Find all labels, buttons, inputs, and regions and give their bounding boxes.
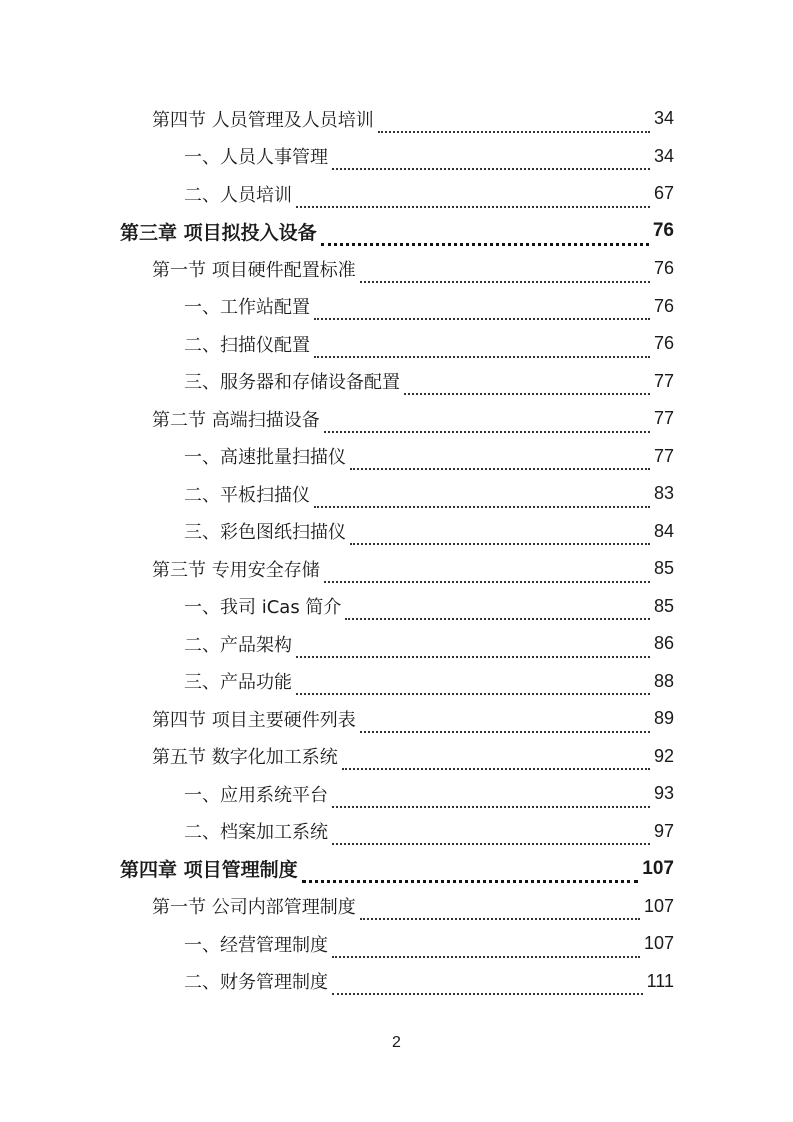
toc-entry-page: 86: [653, 633, 674, 654]
toc-entry-page: 107: [642, 857, 674, 879]
dot-leader: [360, 898, 640, 920]
toc-entry-section[interactable]: [120, 888, 674, 926]
toc-entry-page: 77: [653, 408, 674, 429]
dot-leader: [314, 486, 650, 508]
toc-entry-label: 三、彩色图纸扫描仪: [184, 518, 348, 544]
toc-entry-page: 76: [652, 220, 674, 242]
dot-leader: [345, 598, 650, 620]
toc-entry-subsection[interactable]: [120, 138, 674, 176]
toc-entry-page: 93: [653, 783, 674, 804]
toc-entry-page: 107: [643, 933, 674, 954]
toc-entry-label: 二、平板扫描仪: [184, 481, 312, 507]
toc-entry-subsection[interactable]: [120, 513, 674, 551]
toc-entry-page: 34: [653, 145, 674, 166]
dot-leader: [360, 711, 650, 733]
toc-entry-page: 76: [653, 295, 674, 316]
toc-entry-subsection[interactable]: [120, 625, 674, 663]
toc-entry-subsection[interactable]: [120, 438, 674, 476]
toc-entry-label: 第一节 公司内部管理制度: [152, 893, 358, 919]
toc-entry-subsection[interactable]: [120, 588, 674, 626]
toc-entry-section[interactable]: [120, 100, 674, 138]
toc-entry-page: 107: [643, 895, 674, 916]
dot-leader: [332, 786, 650, 808]
toc-entry-label: 一、应用系统平台: [184, 781, 330, 807]
dot-leader: [296, 636, 650, 658]
toc-entry-section[interactable]: [120, 400, 674, 438]
toc-entry-page: 76: [653, 258, 674, 279]
toc-entry-label: 二、人员培训: [184, 181, 294, 207]
toc-entry-page: 85: [653, 558, 674, 579]
toc-entry-label: 第一节 项目硬件配置标准: [152, 256, 358, 282]
toc-entry-page: 89: [653, 708, 674, 729]
toc-entry-page: 34: [653, 108, 674, 129]
dot-leader: [342, 748, 650, 770]
toc-entry-section[interactable]: [120, 550, 674, 588]
toc-entry-label: 一、经营管理制度: [184, 931, 330, 957]
toc-entry-label: 第四节 项目主要硬件列表: [152, 706, 358, 732]
toc-entry-subsection[interactable]: [120, 475, 674, 513]
toc-entry-label: 第二节 高端扫描设备: [152, 406, 322, 432]
dot-leader: [332, 936, 640, 958]
dot-leader: [314, 298, 650, 320]
toc-entry-page: 83: [653, 483, 674, 504]
toc-entry-page: 111: [646, 970, 674, 991]
toc-entry-chapter[interactable]: [120, 850, 674, 888]
dot-leader: [332, 823, 650, 845]
toc-entry-label: 一、人员人事管理: [184, 143, 330, 169]
dot-leader: [296, 186, 650, 208]
table-of-contents: [120, 100, 674, 1000]
dot-leader: [404, 373, 650, 395]
dot-leader: [302, 860, 639, 883]
dot-leader: [324, 411, 650, 433]
toc-entry-chapter[interactable]: [120, 213, 674, 251]
dot-leader: [314, 336, 650, 358]
toc-entry-label: 二、档案加工系统: [184, 818, 330, 844]
toc-entry-page: 84: [653, 520, 674, 541]
toc-entry-subsection[interactable]: [120, 363, 674, 401]
toc-entry-label: 一、工作站配置: [184, 293, 312, 319]
toc-entry-subsection[interactable]: [120, 925, 674, 963]
dot-leader: [324, 561, 650, 583]
page-number: 2: [392, 1034, 401, 1051]
toc-entry-page: 77: [653, 445, 674, 466]
dot-leader: [350, 523, 650, 545]
toc-entry-label: 二、财务管理制度: [184, 968, 330, 994]
toc-entry-subsection[interactable]: [120, 963, 674, 1001]
dot-leader: [332, 148, 650, 170]
toc-entry-page: 97: [653, 820, 674, 841]
toc-entry-page: 92: [653, 745, 674, 766]
toc-entry-page: 77: [653, 370, 674, 391]
toc-entry-page: 85: [653, 595, 674, 616]
toc-entry-label: 二、扫描仪配置: [184, 331, 312, 357]
toc-entry-page: 67: [653, 183, 674, 204]
toc-entry-subsection[interactable]: [120, 813, 674, 851]
toc-entry-subsection[interactable]: [120, 288, 674, 326]
toc-entry-label: 第三节 专用安全存储: [152, 556, 322, 582]
toc-entry-label: 三、产品功能: [184, 668, 294, 694]
dot-leader: [360, 261, 650, 283]
toc-entry-subsection[interactable]: [120, 175, 674, 213]
toc-entry-label: 第四章 项目管理制度: [120, 855, 300, 882]
toc-entry-label: 第四节 人员管理及人员培训: [152, 106, 376, 132]
toc-entry-page: 76: [653, 333, 674, 354]
toc-entry-label: 一、高速批量扫描仪: [184, 443, 348, 469]
toc-entry-label: 第五节 数字化加工系统: [152, 743, 340, 769]
toc-entry-section[interactable]: [120, 738, 674, 776]
dot-leader: [332, 973, 643, 995]
dot-leader: [378, 111, 650, 133]
toc-entry-section[interactable]: [120, 700, 674, 738]
toc-entry-section[interactable]: [120, 250, 674, 288]
toc-entry-label: 一、我司 iCas 简介: [184, 593, 343, 619]
dot-leader: [296, 673, 650, 695]
toc-entry-page: 88: [653, 670, 674, 691]
toc-entry-label: 二、产品架构: [184, 631, 294, 657]
toc-entry-label: 三、服务器和存储设备配置: [184, 368, 402, 394]
toc-entry-subsection[interactable]: [120, 663, 674, 701]
toc-entry-subsection[interactable]: [120, 775, 674, 813]
dot-leader: [321, 223, 649, 246]
dot-leader: [350, 448, 650, 470]
toc-entry-label: 第三章 项目拟投入设备: [120, 218, 319, 245]
toc-entry-subsection[interactable]: [120, 325, 674, 363]
